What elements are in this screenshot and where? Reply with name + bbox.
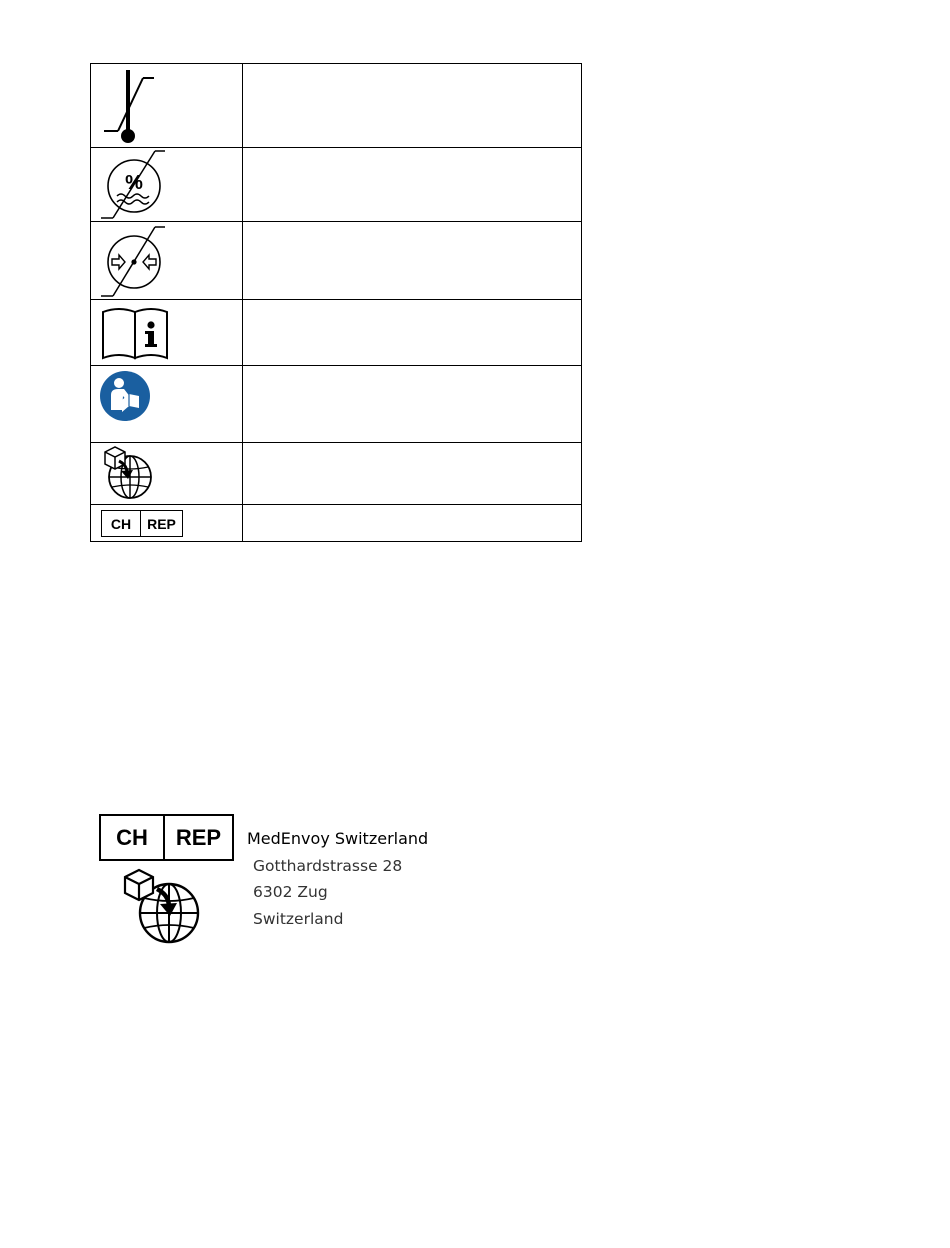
table-row	[91, 148, 582, 222]
table-row	[91, 222, 582, 300]
symbol-table	[90, 63, 582, 542]
description-cell	[243, 300, 582, 366]
symbol-cell	[91, 222, 243, 300]
description-cell	[243, 222, 582, 300]
svg-text:%: %	[125, 172, 143, 194]
importer-icon	[119, 865, 203, 947]
symbol-cell	[91, 300, 243, 366]
representative-address	[247, 826, 428, 932]
representative-name: MedEnvoy Switzerland	[247, 829, 429, 848]
ch-rep-icon	[101, 510, 183, 537]
ch-label: CH	[102, 511, 141, 536]
table-row	[91, 443, 582, 505]
symbol-cell	[91, 148, 243, 222]
description-cell	[243, 148, 582, 222]
symbol-cell	[91, 366, 243, 443]
importer-icon	[91, 443, 241, 504]
refer-to-manual-icon	[91, 366, 241, 442]
table-row	[91, 505, 582, 542]
rep-label: REP	[147, 515, 176, 532]
rep-label: REP	[175, 824, 222, 850]
description-cell	[243, 505, 582, 542]
symbol-cell	[91, 64, 243, 148]
ch-label: CH	[101, 816, 165, 859]
table-row	[91, 64, 582, 148]
humidity-limit-icon	[91, 148, 241, 221]
table-row	[91, 366, 582, 443]
description-cell	[243, 366, 582, 443]
description-cell	[243, 443, 582, 505]
city-line: 6302 Zug	[253, 883, 328, 901]
table-row	[91, 300, 582, 366]
symbol-cell	[91, 443, 243, 505]
ch-rep-icon	[99, 814, 234, 861]
country-line: Switzerland	[253, 909, 344, 928]
description-cell	[243, 64, 582, 148]
consult-instructions-icon	[91, 300, 241, 365]
street-line: Gotthardstrasse 28	[253, 856, 403, 875]
temperature-limit-icon	[91, 64, 241, 147]
symbol-cell	[91, 505, 243, 542]
atmospheric-pressure-limit-icon	[91, 222, 241, 299]
